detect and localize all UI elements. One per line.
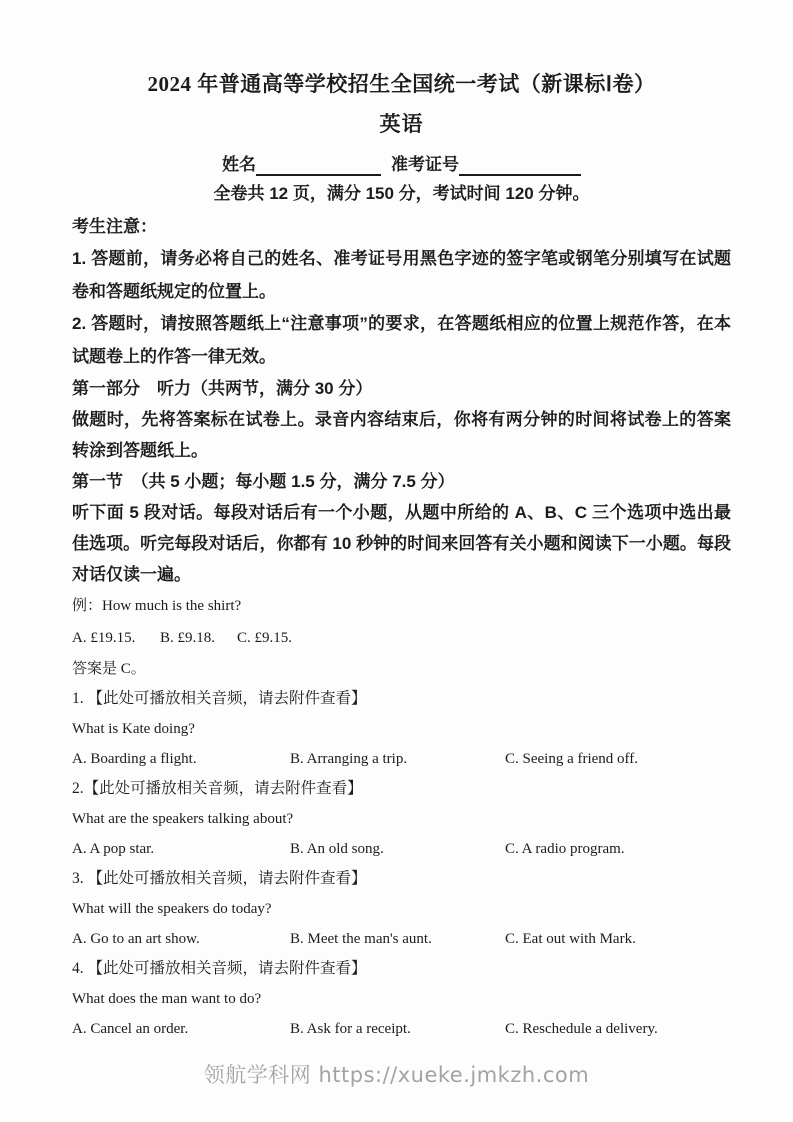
question-1-prompt: What is Kate doing? xyxy=(72,721,195,737)
question-2-options-row xyxy=(72,834,731,864)
question-3-option-c: C. Eat out with Mark. xyxy=(505,931,636,947)
exam-title: 2024 年普通高等学校招生全国统一考试（新课标Ⅰ卷） xyxy=(147,72,656,96)
question-4-option-c: C. Reschedule a delivery. xyxy=(505,1021,658,1037)
question-2-prompt: What are the speakers talking about? xyxy=(72,811,294,827)
listening-questions xyxy=(72,684,731,1044)
question-2-option-b: B. An old song. xyxy=(290,841,384,857)
question-1-option-a: A. Boarding a flight. xyxy=(72,751,197,767)
question-3-options-row xyxy=(72,924,731,954)
example-prompt: 例：How much is the shirt? xyxy=(72,598,242,614)
question-4-prompt: What does the man want to do? xyxy=(72,991,262,1007)
example-option-b: B. £9.18. xyxy=(160,630,216,646)
question-4-options-row xyxy=(72,1014,731,1044)
name-field xyxy=(256,174,381,176)
question-4 xyxy=(72,954,731,1044)
exam-subject: 英语 xyxy=(379,112,424,136)
question-3-prompt: What will the speakers do today? xyxy=(72,901,272,917)
question-1 xyxy=(72,684,731,774)
exam-number-field xyxy=(459,174,581,176)
question-2 xyxy=(72,774,731,864)
notice-heading: 考生注意： xyxy=(72,217,157,236)
question-3-option-b: B. Meet the man's aunt. xyxy=(290,931,432,947)
example-answer: 答案是 C。 xyxy=(72,661,146,677)
question-3-audio-note: 3. 【此处可播放相关音频，请去附件查看】 xyxy=(72,870,367,887)
question-2-option-a: A. A pop star. xyxy=(72,841,155,857)
name-label: 姓名 xyxy=(222,155,256,174)
question-2-audio-note: 2.【此处可播放相关音频，请去附件查看】 xyxy=(72,780,363,797)
question-3-option-a: A. Go to an art show. xyxy=(72,931,200,947)
site-watermark: 领航学科网 https://xueke.jmkzh.com xyxy=(203,1063,590,1087)
part1-heading: 第一部分 听力（共两节，满分 30 分） xyxy=(72,379,373,398)
question-4-option-a: A. Cancel an order. xyxy=(72,1021,189,1037)
question-2-option-c: C. A radio program. xyxy=(505,841,625,857)
question-4-option-b: B. Ask for a receipt. xyxy=(290,1021,411,1037)
example-option-c: C. £9.15. xyxy=(237,630,293,646)
section1-heading: 第一节 （共 5 小题；每小题 1.5 分，满分 7.5 分） xyxy=(72,472,455,491)
question-1-option-c: C. Seeing a friend off. xyxy=(505,751,639,767)
question-1-option-b: B. Arranging a trip. xyxy=(290,751,408,767)
question-1-options-row xyxy=(72,744,731,774)
question-4-audio-note: 4. 【此处可播放相关音频，请去附件查看】 xyxy=(72,960,367,977)
question-1-audio-note: 1. 【此处可播放相关音频，请去附件查看】 xyxy=(72,690,367,707)
candidate-info-line xyxy=(72,144,731,178)
question-3 xyxy=(72,864,731,954)
example-option-a: A. £19.15. xyxy=(72,630,136,646)
notice-item-2: 2. 答题时，请按照答题纸上“注意事项”的要求，在答题纸相应的位置上规范作答，在本试题卷上的作答一律无效。 xyxy=(72,314,731,366)
notice-item-1: 1. 答题前，请务必将自己的姓名、准考证号用黑色字迹的签字笔或钢笔分别填写在试题卷和答题纸规定的位置上。 xyxy=(72,249,731,301)
exam-number-label: 准考证号 xyxy=(391,155,459,174)
example-options-row xyxy=(72,622,731,654)
paper-info-line: 全卷共 12 页，满分 150 分，考试时间 120 分钟。 xyxy=(213,184,590,203)
section1-note: 听下面 5 段对话。每段对话后有一个小题，从题中所给的 A、B、C 三个选项中选出最佳选项。听完每段对话后，你都有 10 秒钟的时间来回答有关小题和阅读下一小题。每段对话仅读一遍。 xyxy=(72,503,731,584)
part1-note: 做题时，先将答案标在试卷上。录音内容结束后，你将有两分钟的时间将试卷上的答案转涂到答题纸上。 xyxy=(72,410,731,460)
